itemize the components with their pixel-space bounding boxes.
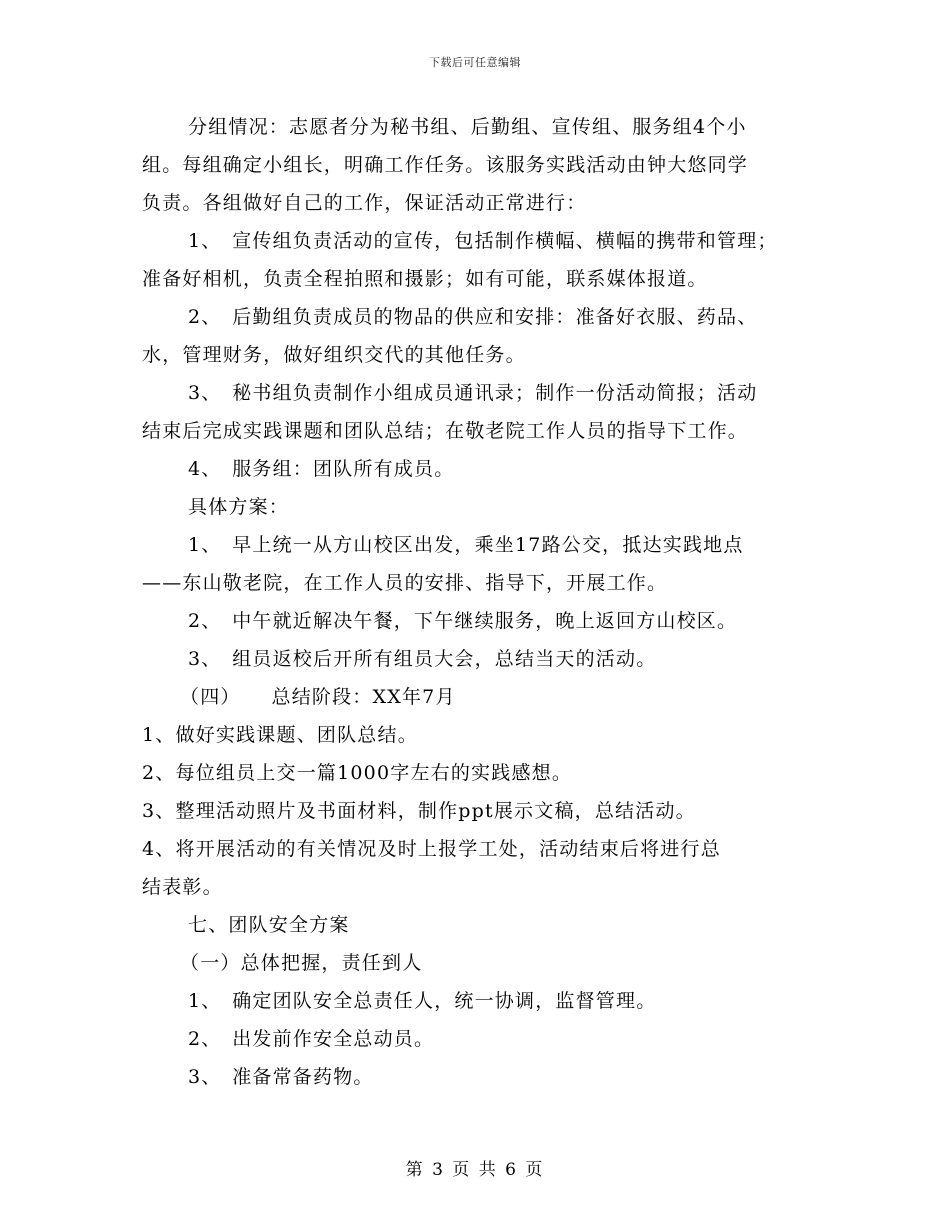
list-item-line: 2、 出发前作安全总动员。 [188, 1028, 435, 1050]
list-item-line: 2、 中午就近解决午餐，下午继续服务，晚上返回方山校区。 [188, 610, 738, 632]
paragraph-line: ——东山敬老院，在工作人员的安排、指导下，开展工作。 [142, 572, 668, 594]
list-item-line: 4、 服务组：团队所有成员。 [188, 458, 455, 480]
section-heading: 七、团队安全方案 [188, 914, 350, 936]
list-item-line: 1、 确定团队安全总责任人，统一协调，监督管理。 [188, 990, 657, 1012]
page-footer: 第 3 页 共 6 页 [405, 1160, 545, 1180]
list-item-line: 3、 准备常备药物。 [188, 1066, 374, 1088]
paragraph-line: 负责。各组做好自己的工作，保证活动正常进行： [142, 192, 587, 214]
list-item-line: 1、 早上统一从方山校区出发，乘坐17路公交，抵达实践地点 [188, 534, 744, 556]
list-item-line: 3、 秘书组负责制作小组成员通讯录；制作一份活动简报；活动 [188, 382, 758, 404]
list-item-line: 1、做好实践课题、团队总结。 [142, 724, 418, 746]
paragraph-line: 准备好相机，负责全程拍照和摄影；如有可能，联系媒体报道。 [142, 268, 708, 290]
paragraph-line: 水，管理财务，做好组织交代的其他任务。 [142, 344, 526, 366]
paragraph-line: 组。每组确定小组长，明确工作任务。该服务实践活动由钟大悠同学 [142, 154, 749, 176]
paragraph-line: 结表彰。 [142, 876, 223, 898]
list-item-line: 2、 后勤组负责成员的物品的供应和安排：准备好衣服、药品、 [188, 306, 758, 328]
list-item-line: 3、 组员返校后开所有组员大会，总结当天的活动。 [188, 648, 657, 670]
paragraph-line: 结束后完成实践课题和团队总结；在敬老院工作人员的指导下工作。 [142, 420, 749, 442]
list-item-line: 1、 宣传组负责活动的宣传，包括制作横幅、横幅的携带和管理； [188, 230, 778, 252]
list-item-line: 3、整理活动照片及书面材料，制作ppt展示文稿，总结活动。 [142, 800, 696, 822]
list-item-line: 4、将开展活动的有关情况及时上报学工处，活动结束后将进行总 [142, 838, 721, 860]
list-item-line: 2、每位组员上交一篇1000字左右的实践感想。 [142, 762, 573, 784]
document-body [142, 108, 822, 1096]
section-heading: （四） 总结阶段：XX年7月 [180, 686, 456, 708]
page-header: 下载后可任意编辑 [429, 56, 521, 69]
section-heading: （一）总体把握，责任到人 [180, 952, 423, 974]
section-heading: 具体方案： [188, 496, 290, 518]
paragraph-line: 分组情况：志愿者分为秘书组、后勤组、宣传组、服务组4个小 [188, 116, 747, 138]
